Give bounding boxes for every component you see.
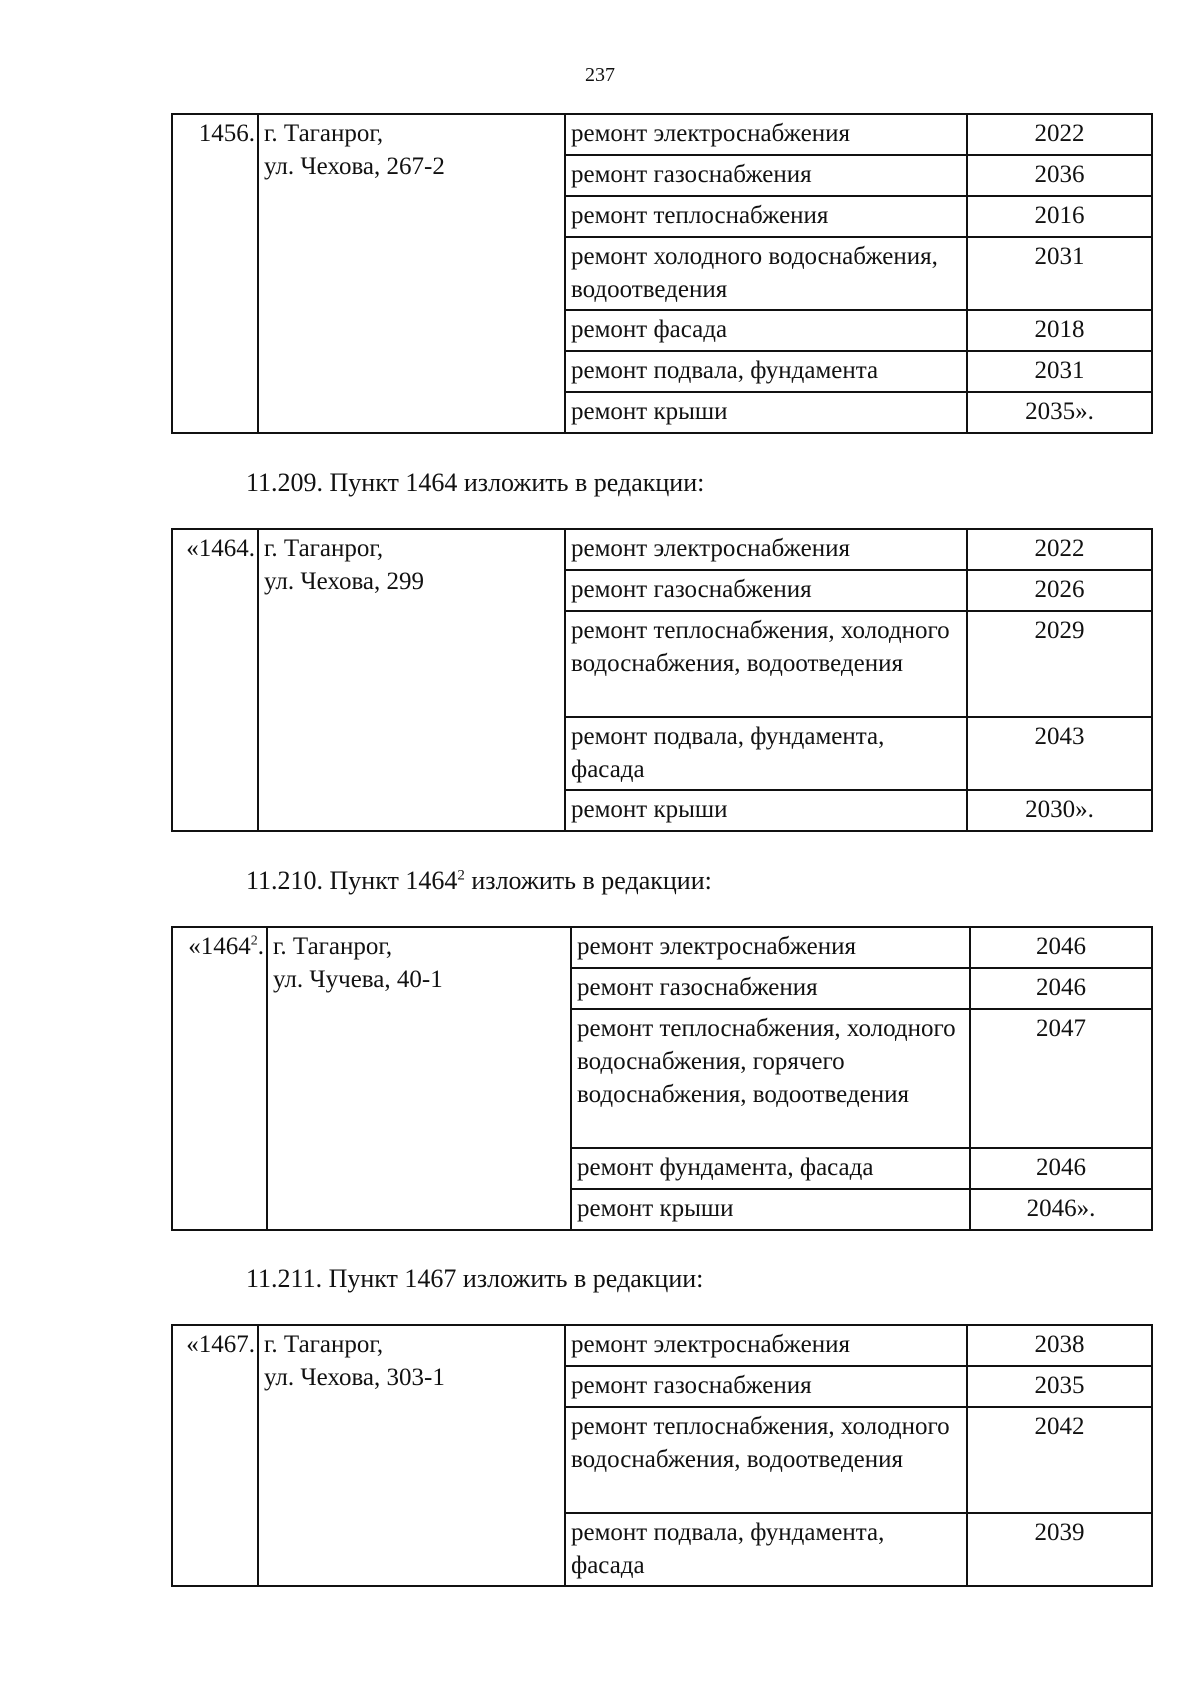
work-type: ремонт электроснабжения	[565, 114, 967, 155]
work-year: 2035	[967, 1366, 1152, 1407]
address-street: ул. Чехова, 299	[264, 568, 425, 595]
work-type: ремонт подвала, фундамента	[565, 351, 967, 392]
register-table-1464	[171, 528, 1153, 832]
work-year: 2039	[967, 1513, 1152, 1586]
section-heading-11-210: 11.210. Пункт 1464$^2$ изложить в редакции:	[246, 866, 712, 895]
work-year: 2026	[967, 570, 1152, 611]
work-type: ремонт крыши	[571, 1189, 970, 1230]
entry-number: «1464.	[172, 529, 258, 831]
work-type: ремонт электроснабжения	[571, 927, 970, 968]
work-type: ремонт электроснабжения	[565, 529, 967, 570]
register-table-1467	[171, 1324, 1153, 1587]
work-year: 2046	[970, 968, 1152, 1009]
work-type: ремонт холодного водоснабжения, водоотведения	[565, 237, 967, 310]
section-heading-11-211: 11.211. Пункт 1467 изложить в редакции:	[246, 1264, 704, 1293]
entry-address	[258, 1325, 565, 1586]
work-type: ремонт фундамента, фасада	[571, 1148, 970, 1189]
work-type: ремонт крыши	[565, 392, 967, 433]
work-type: ремонт газоснабжения	[565, 1366, 967, 1407]
work-type: ремонт теплоснабжения, холодного водоснабжения, водоотведения	[565, 1407, 967, 1513]
work-type: ремонт газоснабжения	[565, 155, 967, 196]
entry-address	[267, 927, 571, 1230]
work-type: ремонт теплоснабжения, холодного водоснабжения, водоотведения	[565, 611, 967, 717]
entry-number: «1467.	[172, 1325, 258, 1586]
work-year: 2036	[967, 155, 1152, 196]
work-year: 2022	[967, 529, 1152, 570]
work-type: ремонт электроснабжения	[565, 1325, 967, 1366]
address-city: г. Таганрог,	[264, 535, 384, 562]
work-year: 2043	[967, 717, 1152, 790]
work-year: 2022	[967, 114, 1152, 155]
address-city: г. Таганрог,	[273, 933, 393, 960]
work-year: 2046	[970, 927, 1152, 968]
work-year: 2035».	[967, 392, 1152, 433]
work-type: ремонт теплоснабжения	[565, 196, 967, 237]
work-year: 2030».	[967, 790, 1152, 831]
work-year: 2031	[967, 237, 1152, 310]
address-street: ул. Чехова, 303-1	[264, 1364, 445, 1391]
work-year: 2029	[967, 611, 1152, 717]
table-row	[172, 927, 1152, 968]
register-table-1456	[171, 113, 1153, 434]
work-type: ремонт теплоснабжения, холодного водоснабжения, горячего водоснабжения, водоотведения	[571, 1009, 970, 1148]
work-year: 2046».	[970, 1189, 1152, 1230]
work-year: 2047	[970, 1009, 1152, 1148]
address-city: г. Таганрог,	[264, 120, 384, 147]
address-street: ул. Чехова, 267-2	[264, 153, 445, 180]
work-year: 2016	[967, 196, 1152, 237]
work-type: ремонт газоснабжения	[571, 968, 970, 1009]
work-type: ремонт фасада	[565, 310, 967, 351]
entry-number: «1464$^2$.	[172, 927, 267, 1230]
entry-number: 1456.	[172, 114, 258, 433]
section-heading-11-209: 11.209. Пункт 1464 изложить в редакции:	[246, 468, 705, 497]
page-number: 237	[585, 64, 615, 86]
work-type: ремонт подвала, фундамента, фасада	[565, 717, 967, 790]
register-table-1464-2	[171, 926, 1153, 1231]
entry-address	[258, 529, 565, 831]
table-row	[172, 114, 1152, 155]
work-year: 2046	[970, 1148, 1152, 1189]
work-year: 2038	[967, 1325, 1152, 1366]
work-type: ремонт газоснабжения	[565, 570, 967, 611]
work-year: 2031	[967, 351, 1152, 392]
work-year: 2018	[967, 310, 1152, 351]
work-year: 2042	[967, 1407, 1152, 1513]
address-street: ул. Чучева, 40-1	[273, 966, 443, 993]
table-row	[172, 529, 1152, 570]
entry-address	[258, 114, 565, 433]
work-type: ремонт подвала, фундамента, фасада	[565, 1513, 967, 1586]
address-city: г. Таганрог,	[264, 1331, 384, 1358]
work-type: ремонт крыши	[565, 790, 967, 831]
table-row	[172, 1325, 1152, 1366]
